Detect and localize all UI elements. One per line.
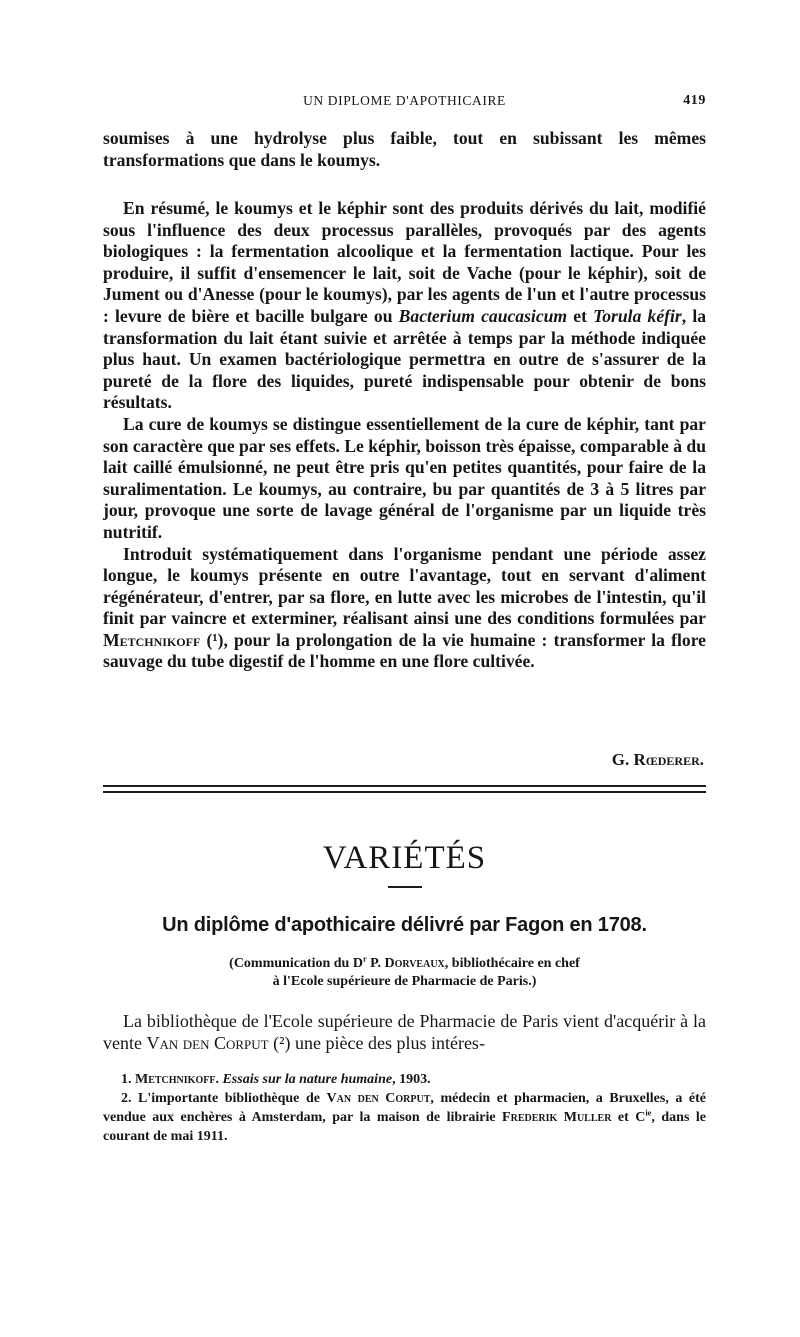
section-divider — [103, 785, 706, 797]
page-number: 419 — [683, 93, 706, 108]
communication-line: (Communication du $D^r$ P. Dorveaux, bibliothécaire en chef — [229, 954, 580, 971]
divider-line — [103, 791, 706, 793]
section-title: VARIÉTÉS — [322, 840, 487, 876]
running-title: UN DIPLOME D'APOTHICAIRE — [303, 93, 506, 108]
species-name: Torula kéfir — [593, 305, 682, 326]
article-title: Un diplôme d'apothicaire délivré par Fagon en 1708. — [162, 914, 647, 936]
continued-paragraph: soumises à une hydrolyse plus faible, tout en subissant les mêmes transformations que dans le koumys. — [103, 128, 706, 170]
footnote-2: 2. L'importante bibliothèque de Van den Corput, médecin et pharmacien, a Bruxelles, a été vendue aux enchères à Amsterdam, par la maison de librairie Frederik Muller et $C^{ie}$, dans le courant de mai 1911. — [103, 1091, 707, 1144]
summary-paragraph: En résumé, le koumys et le képhir sont des produits dérivés du lait, modifié sous l'influence des deux processus parallèles, provoqués par des agents biologiques : la fermentation alcoolique et la fermentation lactique. Pour les produire, il suffit d'ensemencer le lait, soit de Vache (pour le képhir), soit de Jument ou d'Anesse (pour le koumys), par les agents de l'un et l'autre processus : levure de bière et bacille bulgare ou Bacterium caucasicum et Torula kéfir, la transformation du lait étant suivie et arrêtée à temps par la méthode indiquée plus haut. Un examen bactériologique permettra en outre de s'assurer de la pureté de la flore des liquides, pureté indispensable pour obtenir de bons résultats. — [103, 198, 707, 413]
footnote-1: 1. Metchnikoff. Essais sur la nature humaine, 1903. — [121, 1072, 431, 1087]
species-name: Bacterium caucasicum — [398, 305, 568, 326]
page-header — [103, 93, 706, 115]
footnotes — [103, 1070, 706, 1146]
cure-paragraph: La cure de koumys se distingue essentiellement de la cure de képhir, tant par son caractère que par ses effets. Le képhir, boisson très épaisse, comparable à du lait caillé émulsionné, ne peut être pris qu'en petites quantités, pour faire de la suralimentation. Le koumys, au contraire, bu par quantités de 3 à 5 litres par jour, provoque une sorte de lavage général de l'organisme par un liquide très nutritif. — [103, 413, 706, 542]
signature: G. Rœderer. — [611, 750, 704, 769]
title-underline — [388, 886, 422, 888]
introduced-paragraph: Introduit systématiquement dans l'organisme pendant une période assez longue, le koumys présente en outre l'avantage, tout en servant d'aliment régénérateur, d'entrer, par sa flore, en lutte avec les microbes de l'intestin, qu'il finit par vaincre et exterminer, réalisant ainsi une des conditions formulées par Metchnikoff (¹), pour la prolongation de la vie humaine : transformer la flore sauvage du tube digestif de l'homme en une flore cultivée. — [103, 543, 706, 672]
lead-paragraph: La bibliothèque de l'Ecole supérieure de Pharmacie de Paris vient d'acquérir à la vente Van den Corput (²) une pièce des plus intéres- — [103, 1011, 706, 1053]
footnote-ref: (²) — [273, 1033, 291, 1053]
author-name: Metchnikoff — [103, 629, 201, 650]
communication-note — [103, 955, 706, 991]
footnote-ref: (¹) — [206, 629, 224, 650]
main-text-block — [103, 198, 706, 673]
author-name: Dorveaux — [384, 956, 445, 971]
collector-name: Van den Corput — [146, 1033, 269, 1053]
communication-line: à l'Ecole supérieure de Pharmacie de Paris.) — [272, 974, 537, 989]
divider-line — [103, 785, 706, 787]
